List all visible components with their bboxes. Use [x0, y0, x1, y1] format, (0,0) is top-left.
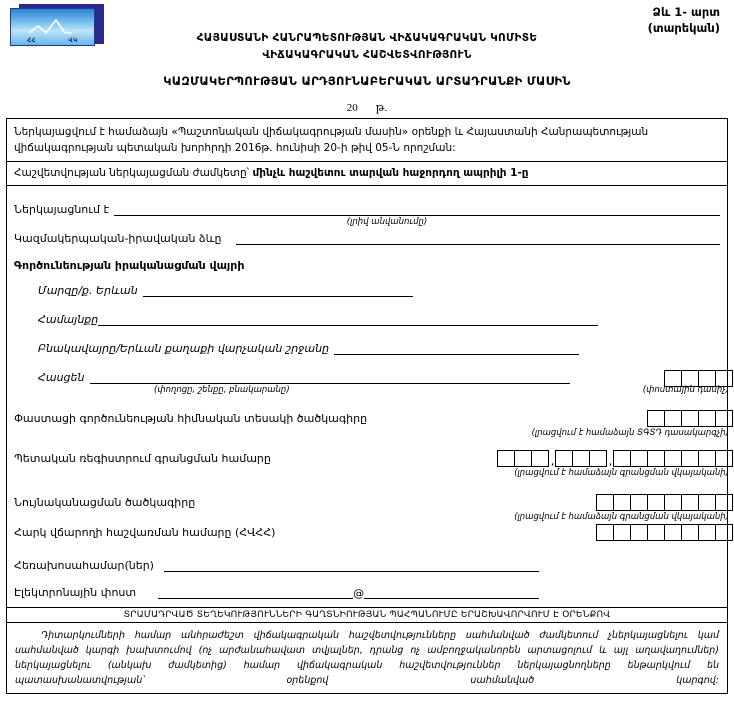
state-reg-cell[interactable] — [555, 450, 573, 467]
community-label: Համայնքը — [38, 313, 99, 326]
taxpayer-number-cell[interactable] — [664, 524, 682, 541]
taxpayer-number-cell[interactable] — [596, 524, 614, 541]
region-label: Մարզը/ք. Երևան — [38, 284, 138, 297]
region-input[interactable] — [143, 284, 413, 297]
field-settlement[interactable] — [38, 342, 720, 355]
identification-code-cell[interactable] — [647, 494, 665, 511]
logo-left-text: ՀՀ — [27, 37, 36, 44]
identification-code-cell[interactable] — [596, 494, 614, 511]
state-reg-number-hint: (լրացվում է համաձայն գրանցման վկայականի) — [514, 468, 729, 478]
field-address[interactable] — [38, 371, 720, 384]
field-community[interactable] — [38, 313, 720, 326]
year-suffix: թ. — [375, 102, 388, 114]
activity-location-heading: Գործունեության իրականացման վայրի — [14, 259, 245, 272]
field-state-reg-number[interactable] — [14, 450, 720, 467]
identification-code-cell[interactable] — [664, 494, 682, 511]
state-reg-cell[interactable] — [681, 450, 699, 467]
email-at-symbol: @ — [353, 587, 365, 600]
document-header — [0, 0, 734, 118]
postal-code-hint: (փոստային դասիչ) — [642, 385, 729, 395]
state-reg-cell[interactable] — [647, 450, 665, 467]
report-year-line — [0, 101, 734, 114]
identification-code-cell[interactable] — [630, 494, 648, 511]
nace-code-cell[interactable] — [681, 410, 699, 427]
field-taxpayer-number[interactable] — [14, 524, 720, 541]
field-submitted-by[interactable] — [14, 203, 720, 216]
identification-code-boxes[interactable] — [596, 494, 733, 511]
state-reg-cell[interactable] — [497, 450, 515, 467]
nace-code-boxes[interactable] — [647, 410, 733, 427]
taxpayer-number-cell[interactable] — [681, 524, 699, 541]
legal-form-input[interactable] — [236, 232, 721, 245]
logo-right-text: ՎԿ — [68, 37, 78, 44]
state-reg-cell[interactable] — [715, 450, 733, 467]
email-local-input[interactable] — [158, 586, 353, 599]
nace-code-cell[interactable] — [664, 410, 682, 427]
agency-title-line-2: ՎԻՃԱԿԱԳՐԱԿԱՆ ՀԱՇՎԵՏՎՈՒԹՅՈՒՆ — [262, 49, 472, 61]
submission-deadline-row — [7, 162, 727, 186]
confidentiality-banner: ՏՐԱՄԱԴՐՎԱԾ ՏԵՂԵԿՈՒԹՅՈՒՆՆԵՐԻ ԳԱՂՏՆԻՈՒԹՅԱՆ ՊԱՀՊԱՆՈՒՄԸ ԵՐԱՇԽԱՎՈՐՎՈՒՄ Է ՕՐԵՆՔՈՎ — [7, 607, 727, 623]
state-reg-cell[interactable] — [531, 450, 549, 467]
phone-input[interactable] — [164, 559, 539, 572]
identification-code-cell[interactable] — [715, 494, 733, 511]
field-identification-code[interactable] — [14, 494, 720, 511]
email-label: Էլեկտրոնային փոստ — [14, 586, 137, 599]
submitted-by-input[interactable] — [114, 203, 720, 216]
identification-code-hint: (լրացվում է համաձայն գրանցման վկայականի) — [514, 512, 729, 522]
state-reg-number-boxes[interactable] — [497, 450, 733, 467]
legal-basis-note: Ներկայացվում է համաձայն «Պաշտոնական վիճակագրության մասին» օրենքի և Հայաստանի Հանրապետության վիճակագրության պետական խորհրդի 2016թ. հունիսի 20-ի թիվ 05-Ն որոշման: — [7, 119, 727, 162]
state-reg-separator: , — [608, 455, 613, 468]
state-reg-separator: , — [550, 455, 555, 468]
field-email[interactable] — [14, 586, 720, 599]
state-reg-cell[interactable] — [664, 450, 682, 467]
field-phone[interactable] — [14, 559, 720, 572]
submitted-by-hint: (լրիվ անվանումը) — [346, 217, 428, 227]
state-reg-cell[interactable] — [589, 450, 607, 467]
identification-code-cell[interactable] — [681, 494, 699, 511]
taxpayer-number-boxes[interactable] — [596, 524, 733, 541]
penalty-notice — [7, 623, 727, 693]
taxpayer-number-cell[interactable] — [630, 524, 648, 541]
state-reg-cell[interactable] — [698, 450, 716, 467]
address-label: Հասցեն — [38, 371, 85, 384]
field-legal-form[interactable] — [14, 232, 720, 245]
address-hints-row — [14, 384, 729, 396]
taxpayer-number-cell[interactable] — [647, 524, 665, 541]
settlement-input[interactable] — [334, 342, 579, 355]
settlement-label: Բնակավայրը/Երևան քաղաքի վարչական շրջանը — [38, 342, 330, 355]
identification-code-cell[interactable] — [613, 494, 631, 511]
state-reg-cell[interactable] — [630, 450, 648, 467]
nace-code-cell[interactable] — [698, 410, 716, 427]
taxpayer-number-cell[interactable] — [715, 524, 733, 541]
title-block — [0, 30, 734, 114]
email-domain-input[interactable] — [364, 586, 539, 599]
taxpayer-number-cell[interactable] — [698, 524, 716, 541]
nace-code-cell[interactable] — [715, 410, 733, 427]
form-body-box — [6, 118, 728, 694]
report-title: ԿԱԶՄԱԿԵՐՊՈՒԹՅԱՆ ԱՐԴՅՈՒՆԱԲԵՐԱԿԱՆ ԱՐՏԱԴՐԱՆՔԻ ՄԱՍԻՆ — [163, 74, 571, 88]
identification-code-label: Նույնականացման ծածկագիրը — [14, 496, 196, 509]
nace-code-cell[interactable] — [647, 410, 665, 427]
address-hint: (փողոցը, շենքը, բնակարանը) — [154, 385, 290, 395]
phone-label: Հեռախոսահամար(ներ) — [14, 559, 154, 572]
state-reg-number-label: Պետական ռեգիստրում գրանցման համարը — [14, 452, 271, 465]
agency-title-line-1: ՀԱՅԱՍՏԱՆԻ ՀԱՆՐԱՊԵՏՈՒԹՅԱՆ ՎԻՃԱԿԱԳՐԱԿԱՆ ԿՈՄԻՏԵ — [196, 32, 538, 44]
legal-form-label: Կազմակերպական-իրավական ձևը — [14, 232, 222, 245]
nace-code-label: Փաստացի գործունեության հիմնական տեսակի ծածկագիրը — [14, 412, 368, 425]
taxpayer-number-cell[interactable] — [613, 524, 631, 541]
submitted-by-label: Ներկայացնում է — [14, 203, 110, 216]
form-period: (տարեկան) — [647, 21, 720, 35]
notice-text: Դիտարկումների համար անհրաժեշտ վիճակագրական հաշվետվությունները սահմանված ժամկետում չներկայացնելու կամ սահմանված կարգի խախտումով (ոչ արժանահավատ տվյալներ, դրանց ոչ ամբողջականորեն արտացոլում և այլ աղավաղումներ) ներկայացնելու (անկախ ժամկետից) համար վիճակագրական հաշվետվություններ ներկայացնողները ենթարկվում են պատասխանատվության՝ օրենքով սահմանված կարգով: — [15, 630, 719, 686]
year-prefix: 20 — [346, 102, 358, 114]
field-region[interactable] — [38, 284, 720, 297]
state-reg-cell[interactable] — [514, 450, 532, 467]
taxpayer-number-label: Հարկ վճարողի հաշվառման համարը (ՀՎՀՀ) — [14, 526, 276, 539]
state-reg-cell[interactable] — [572, 450, 590, 467]
form-fields-area — [7, 186, 727, 607]
field-nace-code[interactable] — [14, 410, 720, 427]
identification-code-cell[interactable] — [698, 494, 716, 511]
nace-code-hint: (լրացվում է համաձայն ՏԳՏԴ դասակարգչի) — [531, 428, 729, 438]
deadline-value: մինչև հաշվետու տարվան հաջորդող ապրիլի 1-ը — [252, 167, 529, 179]
community-input[interactable] — [98, 313, 598, 326]
form-code: Ձև 1- արտ — [652, 5, 720, 19]
state-reg-cell[interactable] — [613, 450, 631, 467]
address-input[interactable] — [90, 371, 570, 384]
deadline-label: Հաշվետվության ներկայացման ժամկետը՝ — [14, 167, 253, 179]
